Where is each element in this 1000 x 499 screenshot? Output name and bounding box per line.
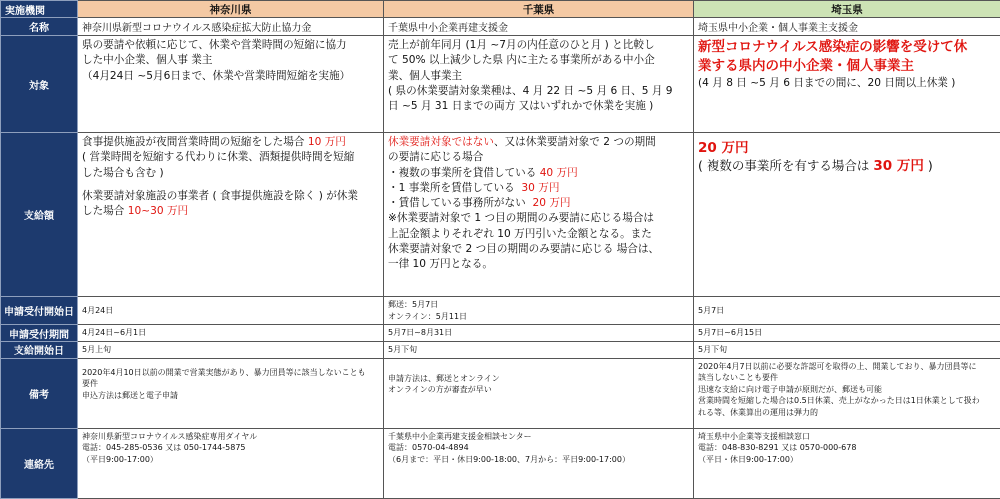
header-row: [1, 1, 1000, 18]
start-label: 申請受付開始日: [1, 297, 78, 325]
amount-saitama-text: ( 複数の事業所を有する場合は: [698, 158, 869, 173]
spacer: [82, 181, 379, 189]
contact-row: [1, 428, 1000, 498]
name-kanagawa: 神奈川県新型コロナウイルス感染症拡大防止協力金: [78, 18, 384, 36]
amount-kanagawa: [78, 133, 384, 297]
amount-chiba-text: 、又は休業要請対象で 2 つの期間: [494, 136, 656, 148]
amount-chiba-value: 20 万円: [532, 197, 570, 209]
remarks-kanagawa-line: 2020年4月10日以前の開業で営業実態があり、暴力団員等に該当しないことも: [82, 367, 379, 379]
contact-kanagawa-line: 神奈川県新型コロナウイルス感染症専用ダイヤル: [82, 431, 379, 443]
amount-label: 支給額: [1, 133, 78, 297]
target-label: 対象: [1, 36, 78, 133]
contact-saitama: [694, 428, 1000, 498]
contact-kanagawa: [78, 428, 384, 498]
name-chiba: 千葉県中小企業再建支援金: [384, 18, 694, 36]
amount-chiba-text: ・1 事業所を賃借している: [388, 182, 515, 194]
start-chiba: [384, 297, 694, 325]
target-chiba-line: 業、個人事業主: [388, 69, 689, 84]
contact-chiba-line: 千葉県中小企業再建支援金相談センター: [388, 431, 689, 443]
target-chiba-line: ( 県の休業要請対象業種は、4 月 22 日 ~5 月 6 日、5 月 9: [388, 84, 689, 99]
remarks-chiba-line: 申請方法は、郵送とオンライン: [388, 373, 689, 385]
period-saitama: 5月7日~6月15日: [694, 325, 1000, 342]
target-kanagawa-line: （4月24日 ~5月6日まで、休業や営業時間短縮を実施）: [82, 69, 379, 84]
amount-kanagawa-value: 10 万円: [308, 136, 346, 148]
amount-chiba: [384, 133, 694, 297]
remarks-kanagawa-line: 申込方法は郵送と電子申請: [82, 390, 379, 402]
remarks-kanagawa: [78, 358, 384, 428]
header-saitama: 埼玉県: [694, 1, 1000, 18]
remarks-saitama-line: れる等、休業算出の運用は弾力的: [698, 407, 996, 419]
amount-kanagawa-value: 10~30 万円: [128, 205, 188, 217]
amount-chiba-value: 40 万円: [540, 167, 578, 179]
amount-kanagawa-text: した場合: [82, 205, 124, 217]
header-label: 実施機関: [1, 1, 78, 18]
amount-kanagawa-line: [82, 135, 379, 150]
payment-row: [1, 342, 1000, 359]
start-chiba-mail: 郵送：5月7日: [388, 299, 689, 311]
amount-saitama-sub: [698, 157, 996, 175]
contact-saitama-phone: 電話：048-830-8291 又は 0570-000-678: [698, 442, 996, 454]
remarks-chiba: [384, 358, 694, 428]
payment-chiba: 5月下旬: [384, 342, 694, 359]
amount-chiba-note: 一律 10 万円となる。: [388, 257, 689, 272]
contact-chiba: [384, 428, 694, 498]
start-saitama: 5月7日: [694, 297, 1000, 325]
amount-chiba-bullet: [388, 166, 689, 181]
target-chiba-line: 日 ~5 月 31 日までの両方 又はいずれかで休業を実施 ): [388, 99, 689, 114]
start-kanagawa: 4月24日: [78, 297, 384, 325]
contact-chiba-phone: 電話：0570-04-4894: [388, 442, 689, 454]
contact-saitama-hours: （平日・休日9:00-17:00）: [698, 454, 996, 466]
amount-chiba-bullet: [388, 196, 689, 211]
amount-chiba-line: の要請に応じる場合: [388, 150, 689, 165]
remarks-saitama: [694, 358, 1000, 428]
amount-chiba-line: [388, 135, 689, 150]
start-chiba-online: オンライン：5月11日: [388, 311, 689, 323]
target-saitama-highlight: 新型コロナウイルス感染症の影響を受けて休: [698, 38, 996, 57]
contact-kanagawa-phone: 電話：045-285-0536 又は 050-1744-5875: [82, 442, 379, 454]
target-kanagawa-line: した中小企業、個人事 業主: [82, 53, 379, 68]
amount-chiba-note: ※休業要請対象で 1 つ目の期間のみ要請に応じる場合は: [388, 211, 689, 226]
target-kanagawa-line: 県の要請や依頼に応じて、休業や営業時間の短縮に協力: [82, 38, 379, 53]
target-saitama-note: (4 月 8 日 ~5 月 6 日までの間に、20 日間以上休業 ): [698, 76, 996, 91]
amount-chiba-highlight: 休業要請対象ではない: [388, 136, 494, 148]
amount-kanagawa-line: ( 営業時間を短縮する代わりに休業、酒類提供時間を短縮: [82, 150, 379, 165]
amount-saitama-close: ): [928, 158, 933, 173]
remarks-saitama-line: 2020年4月7日以前に必要な許認可を取得の上、開業しており、暴力団員等に: [698, 361, 996, 373]
amount-kanagawa-line: 休業要請対象施設の事業者 ( 食事提供施設を除く ) が休業: [82, 189, 379, 204]
remarks-row: [1, 358, 1000, 428]
amount-chiba-note: 上記金額よりそれぞれ 10 万円引いた金額となる。また: [388, 227, 689, 242]
remarks-saitama-line: 迅速な支給に向け電子申請が原則だが、郵送も可能: [698, 384, 996, 396]
header-kanagawa: 神奈川県: [78, 1, 384, 18]
amount-kanagawa-line: した場合も含む ): [82, 166, 379, 181]
amount-saitama-value: 30 万円: [873, 158, 924, 174]
name-saitama: 埼玉県中小企業・個人事業主支援金: [694, 18, 1000, 36]
name-label: 名称: [1, 18, 78, 36]
contact-kanagawa-hours: （平日9:00-17:00）: [82, 454, 379, 466]
period-kanagawa: 4月24日~6月1日: [78, 325, 384, 342]
remarks-saitama-line: 営業時間を短縮した場合は0.5日休業、売上がなかった日は1日休業として扱わ: [698, 395, 996, 407]
amount-chiba-text: ・複数の事業所を貸借している: [388, 167, 536, 179]
target-saitama-highlight: 業する県内の中小企業・個人事業主: [698, 57, 996, 76]
amount-chiba-bullet: [388, 181, 689, 196]
payment-kanagawa: 5月上旬: [78, 342, 384, 359]
amount-row: [1, 133, 1000, 297]
amount-kanagawa-line: [82, 204, 379, 219]
target-chiba: [384, 36, 694, 133]
target-kanagawa: [78, 36, 384, 133]
header-chiba: 千葉県: [384, 1, 694, 18]
target-chiba-line: 売上が前年同月 (1月 ~7月の内任意のひと月 ) と比較し: [388, 38, 689, 53]
amount-chiba-value: 30 万円: [521, 182, 559, 194]
amount-kanagawa-text: 食事提供施設が夜間営業時間の短縮をした場合: [82, 136, 304, 148]
payment-saitama: 5月下旬: [694, 342, 1000, 359]
remarks-saitama-line: 該当しないことも要件: [698, 372, 996, 384]
contact-label: 連絡先: [1, 428, 78, 498]
period-label: 申請受付期間: [1, 325, 78, 342]
target-row: [1, 36, 1000, 133]
amount-chiba-text: ・賃借している事務所がない: [388, 197, 526, 209]
remarks-kanagawa-line: 要件: [82, 378, 379, 390]
amount-saitama: [694, 133, 1000, 297]
target-chiba-line: て 50% 以上減少した県 内に主たる事業所がある中小企: [388, 53, 689, 68]
amount-saitama-main: 20 万円: [698, 139, 996, 157]
period-chiba: 5月7日~8月31日: [384, 325, 694, 342]
remarks-chiba-line: オンラインの方が審査が早い: [388, 384, 689, 396]
name-row: [1, 18, 1000, 36]
period-row: [1, 325, 1000, 342]
start-row: [1, 297, 1000, 325]
contact-chiba-hours: （6月まで：平日・休日9:00-18:00、7月から：平日9:00-17:00）: [388, 454, 689, 466]
payment-label: 支給開始日: [1, 342, 78, 359]
remarks-label: 備考: [1, 358, 78, 428]
contact-saitama-line: 埼玉県中小企業等支援相談窓口: [698, 431, 996, 443]
amount-chiba-note: 休業要請対象で 2 つ目の期間のみ要請に応じる 場合は、: [388, 242, 689, 257]
target-saitama: [694, 36, 1000, 133]
